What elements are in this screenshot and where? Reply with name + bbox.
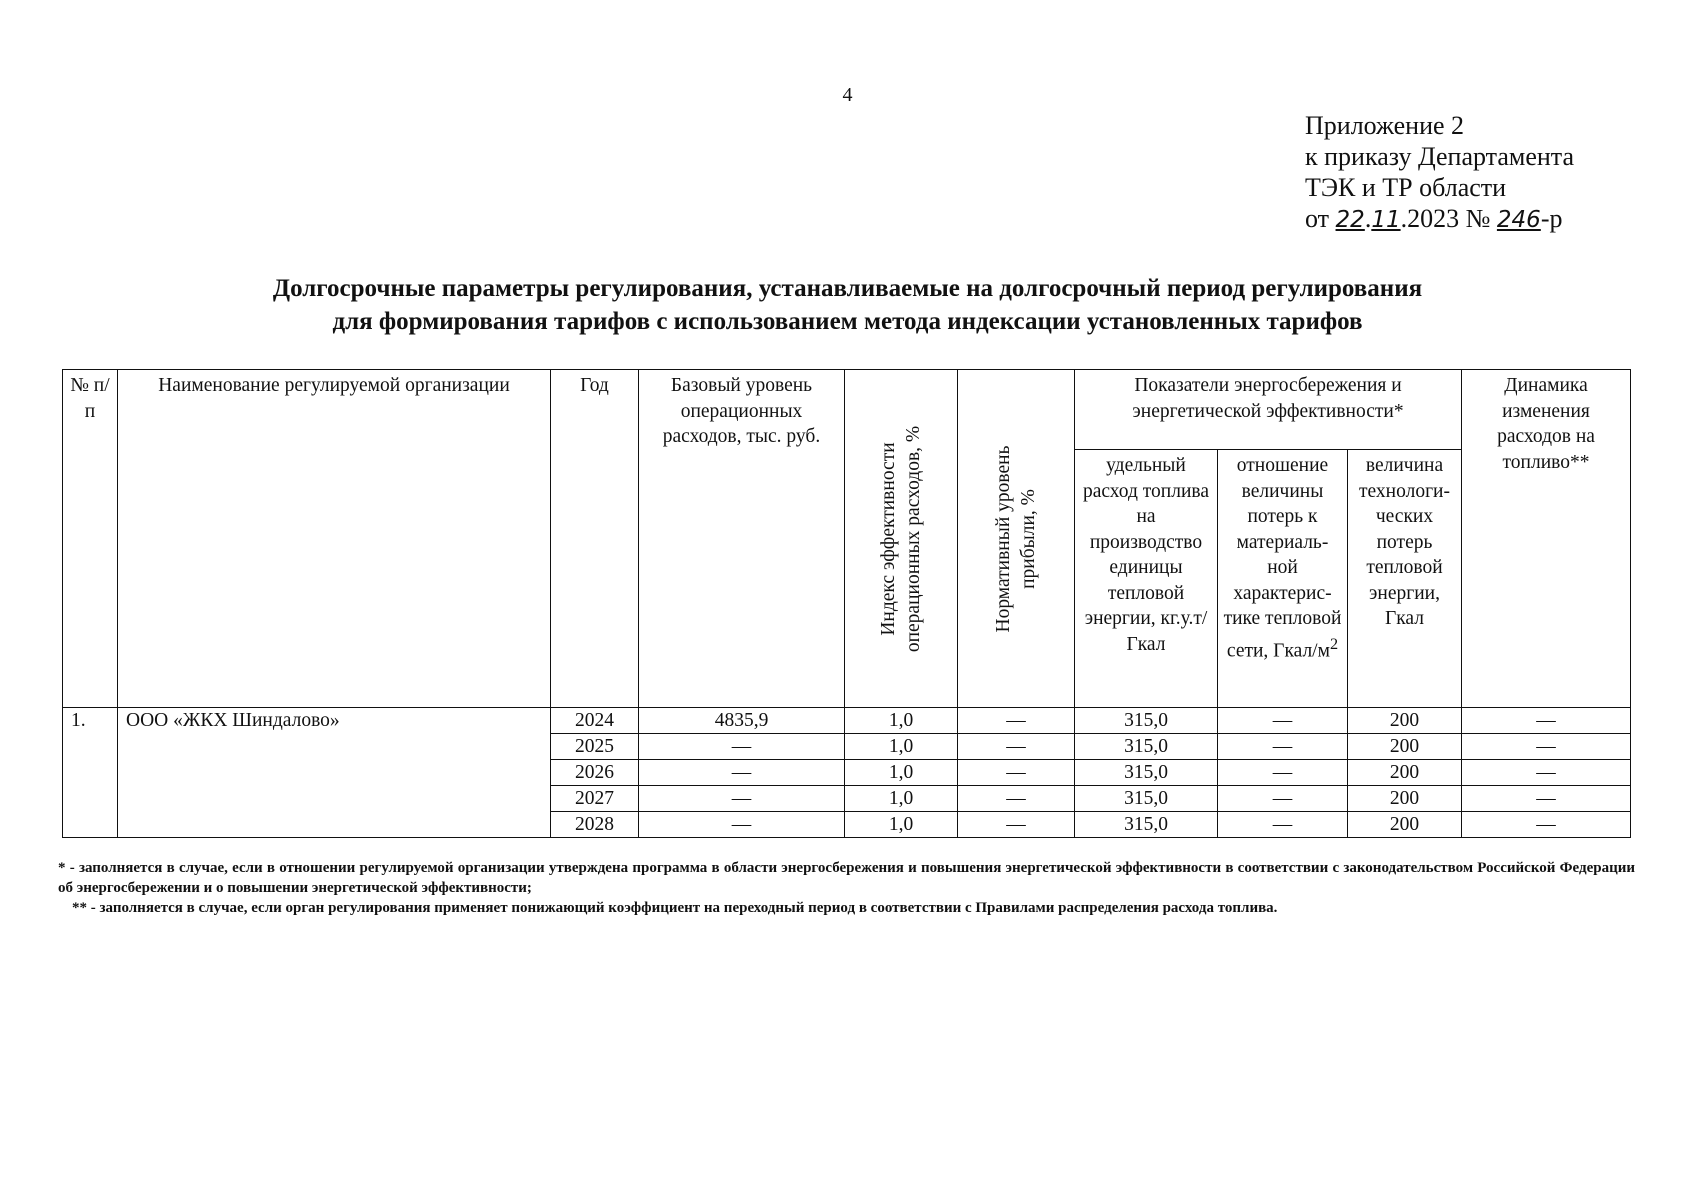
cell-fuel-consumption: 315,0 xyxy=(1075,760,1218,786)
cell-base-opex: 4835,9 xyxy=(639,708,845,734)
header-fuel-consumption: удельный расход топлива на производство единицы тепловой энергии, кг.у.т/Гкал xyxy=(1075,450,1218,708)
header-fuel-dynamics: Динамика изменения расходов на топливо** xyxy=(1462,370,1631,708)
appendix-line-3: ТЭК и ТР области xyxy=(1305,173,1507,202)
title-line-1: Долгосрочные параметры регулирования, устанавливаемые на долгосрочный период регулирования xyxy=(272,275,1423,302)
cell-fuel-dynamics: — xyxy=(1462,786,1631,812)
cell-profit-level: — xyxy=(958,708,1075,734)
header-number: № п/п xyxy=(63,370,118,708)
cell-fuel-consumption: 315,0 xyxy=(1075,786,1218,812)
cell-efficiency-index: 1,0 xyxy=(845,734,958,760)
header-loss-ratio-text: отношение величины потерь к материаль- ной характерис- тике тепловой сети, Гкал/м xyxy=(1223,455,1342,661)
header-tech-losses: величина технологи- ческих потерь тепловой энергии, Гкал xyxy=(1348,450,1462,708)
cell-tech-losses: 200 xyxy=(1348,812,1462,838)
cell-base-opex: — xyxy=(639,812,845,838)
cell-tech-losses: 200 xyxy=(1348,786,1462,812)
date-year: .2023 № xyxy=(1400,204,1497,233)
order-suffix: -р xyxy=(1540,204,1563,233)
header-base-opex: Базовый уровень операционных расходов, тыс. руб. xyxy=(639,370,845,708)
cell-efficiency-index: 1,0 xyxy=(845,786,958,812)
organization-name: ООО «ЖКХ Шиндалово» xyxy=(118,708,551,838)
header-loss-ratio-sup: 2 xyxy=(1329,634,1339,653)
cell-year: 2027 xyxy=(551,786,639,812)
cell-profit-level: — xyxy=(958,812,1075,838)
cell-efficiency-index: 1,0 xyxy=(845,760,958,786)
header-organization: Наименование регулируемой организации xyxy=(118,370,551,708)
header-profit-level xyxy=(958,370,1075,708)
cell-tech-losses: 200 xyxy=(1348,708,1462,734)
cell-fuel-consumption: 315,0 xyxy=(1075,734,1218,760)
cell-fuel-consumption: 315,0 xyxy=(1075,708,1218,734)
header-energy-indicators: Показатели энергосбережения и энергетической эффективности* xyxy=(1075,370,1462,450)
cell-loss-ratio: — xyxy=(1218,734,1348,760)
cell-tech-losses: 200 xyxy=(1348,760,1462,786)
table-row xyxy=(63,708,1631,734)
row-number: 1. xyxy=(63,708,118,838)
cell-profit-level: — xyxy=(958,760,1075,786)
title-line-2: для формирования тарифов с использованием метода индексации установленных тарифов xyxy=(332,308,1363,335)
cell-loss-ratio: — xyxy=(1218,786,1348,812)
appendix-block xyxy=(1305,110,1574,236)
cell-year: 2025 xyxy=(551,734,639,760)
cell-fuel-dynamics: — xyxy=(1462,734,1631,760)
date-prefix: от xyxy=(1305,204,1336,233)
cell-fuel-dynamics: — xyxy=(1462,812,1631,838)
handwritten-day: 22 xyxy=(1335,207,1365,233)
cell-base-opex: — xyxy=(639,786,845,812)
header-year: Год xyxy=(551,370,639,708)
appendix-date-line xyxy=(1305,203,1574,236)
cell-fuel-dynamics: — xyxy=(1462,760,1631,786)
cell-year: 2026 xyxy=(551,760,639,786)
parameters-table xyxy=(62,369,1631,838)
header-profit-level-text: Нормативный уровень прибыли, % xyxy=(993,445,1039,632)
page-number: 4 xyxy=(842,84,853,106)
cell-loss-ratio: — xyxy=(1218,812,1348,838)
cell-loss-ratio: — xyxy=(1218,760,1348,786)
footnotes xyxy=(58,858,1635,918)
cell-base-opex: — xyxy=(639,734,845,760)
document-title xyxy=(0,272,1695,338)
cell-tech-losses: 200 xyxy=(1348,734,1462,760)
cell-efficiency-index: 1,0 xyxy=(845,708,958,734)
cell-fuel-dynamics: — xyxy=(1462,708,1631,734)
handwritten-month: 11 xyxy=(1371,207,1401,233)
footnote-2: ** - заполняется в случае, если орган регулирования применяет понижающий коэффициент на переходный период в соответствии с Правилами распределения расхода топлива. xyxy=(72,900,1278,916)
appendix-line-2: к приказу Департамента xyxy=(1305,142,1575,171)
appendix-line-1: Приложение 2 xyxy=(1305,111,1465,140)
cell-profit-level: — xyxy=(958,786,1075,812)
cell-year: 2024 xyxy=(551,708,639,734)
cell-year: 2028 xyxy=(551,812,639,838)
header-efficiency-index-text: Индекс эффективности операционных расходов, % xyxy=(878,425,924,652)
footnote-1: * - заполняется в случае, если в отношении регулируемой организации утверждена программа в области энергосбережения и повышения энергетической эффективности в соответствии с законодательством Российской Федерации об энергосбережении и о повышении энергетической эффективности; xyxy=(58,860,1635,896)
handwritten-number: 246 xyxy=(1496,207,1541,233)
cell-fuel-consumption: 315,0 xyxy=(1075,812,1218,838)
cell-efficiency-index: 1,0 xyxy=(845,812,958,838)
header-efficiency-index xyxy=(845,370,958,708)
header-loss-ratio xyxy=(1218,450,1348,708)
cell-loss-ratio: — xyxy=(1218,708,1348,734)
date-dot: . xyxy=(1364,204,1372,233)
cell-base-opex: — xyxy=(639,760,845,786)
cell-profit-level: — xyxy=(958,734,1075,760)
